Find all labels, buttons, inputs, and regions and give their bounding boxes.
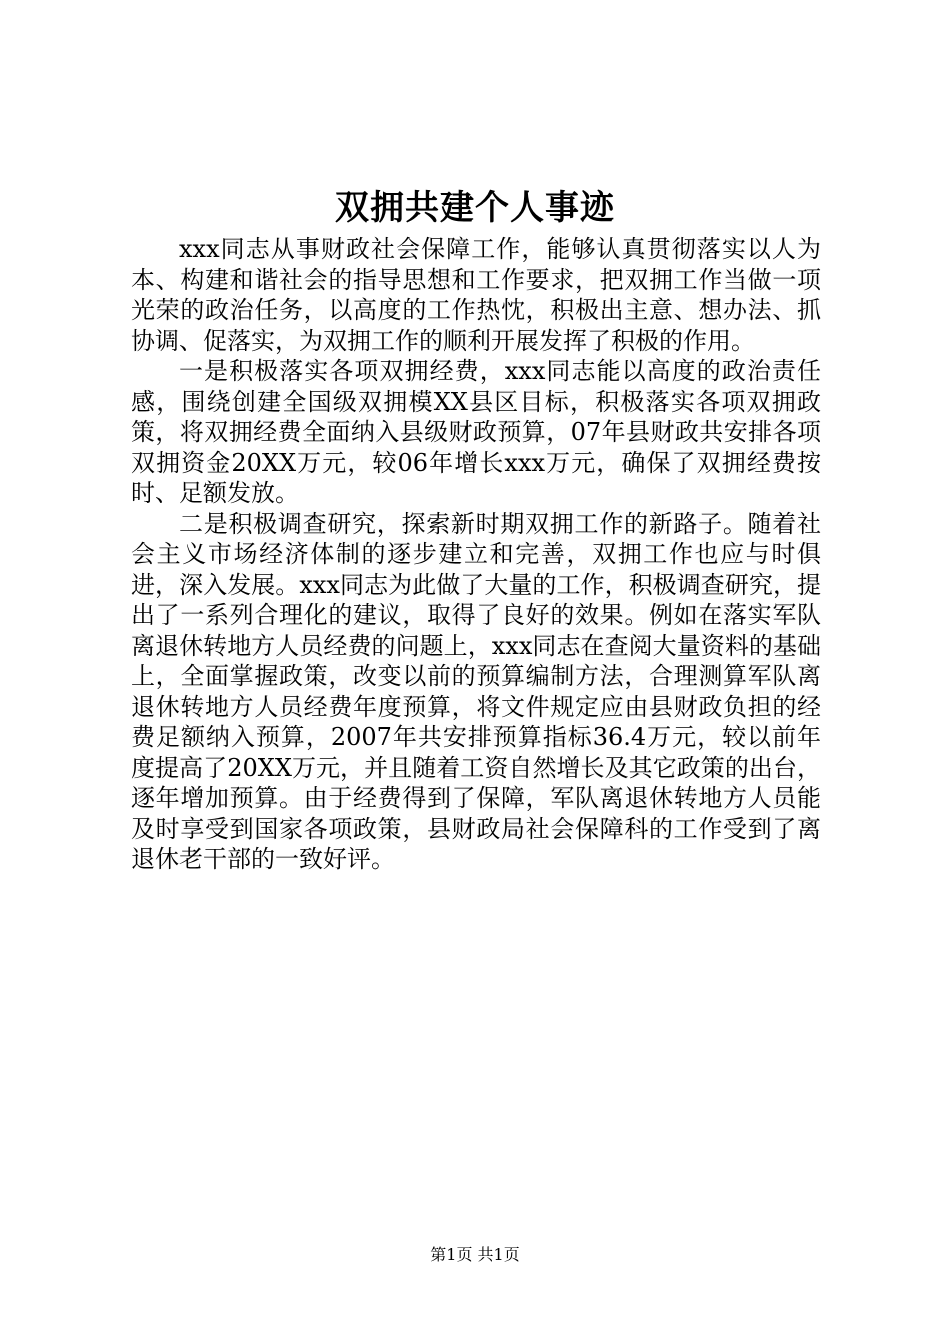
paragraph-funding: 一是积极落实各项双拥经费，xxx同志能以高度的政治责任感，围绕创建全国级双拥模XX县区目标，积极落实各项双拥政策，将双拥经费全面纳入县级财政预算，07年县财政共安排各项双拥资金20XX万元，较06年增长xxx万元，确保了双拥经费按时、足额发放。 — [131, 357, 821, 507]
document-title: 双拥共建个人事迹 — [335, 188, 615, 228]
document-body — [131, 234, 821, 875]
paragraph-intro: xxx同志从事财政社会保障工作，能够认真贯彻落实以人为本、构建和谐社会的指导思想和工作要求，把双拥工作当做一项光荣的政治任务，以高度的工作热忱，积极出主意、想办法、抓协调、促落实，为双拥工作的顺利开展发挥了积极的作用。 — [131, 235, 821, 355]
page-number-footer: 第1页 共1页 — [430, 1245, 520, 1264]
paragraph-research: 二是积极调查研究，探索新时期双拥工作的新路子。随着社会主义市场经济体制的逐步建立和完善，双拥工作也应与时俱进，深入发展。xxx同志为此做了大量的工作，积极调查研究，提出了一系列合理化的建议，取得了良好的效果。例如在落实军队离退休转地方人员经费的问题上，xxx同志在查阅大量资料的基础上，全面掌握政策，改变以前的预算编制方法，合理测算军队离退休转地方人员经费年度预算，将文件规定应由县财政负担的经费足额纳入预算，2007年共安排预算指标36.4万元，较以前年度提高了20XX万元，并且随着工资自然增长及其它政策的出台，逐年增加预算。由于经费得到了保障，军队离退休转地方人员能及时享受到国家各项政策，县财政局社会保障科的工作受到了离退休老干部的一致好评。 — [131, 509, 821, 873]
